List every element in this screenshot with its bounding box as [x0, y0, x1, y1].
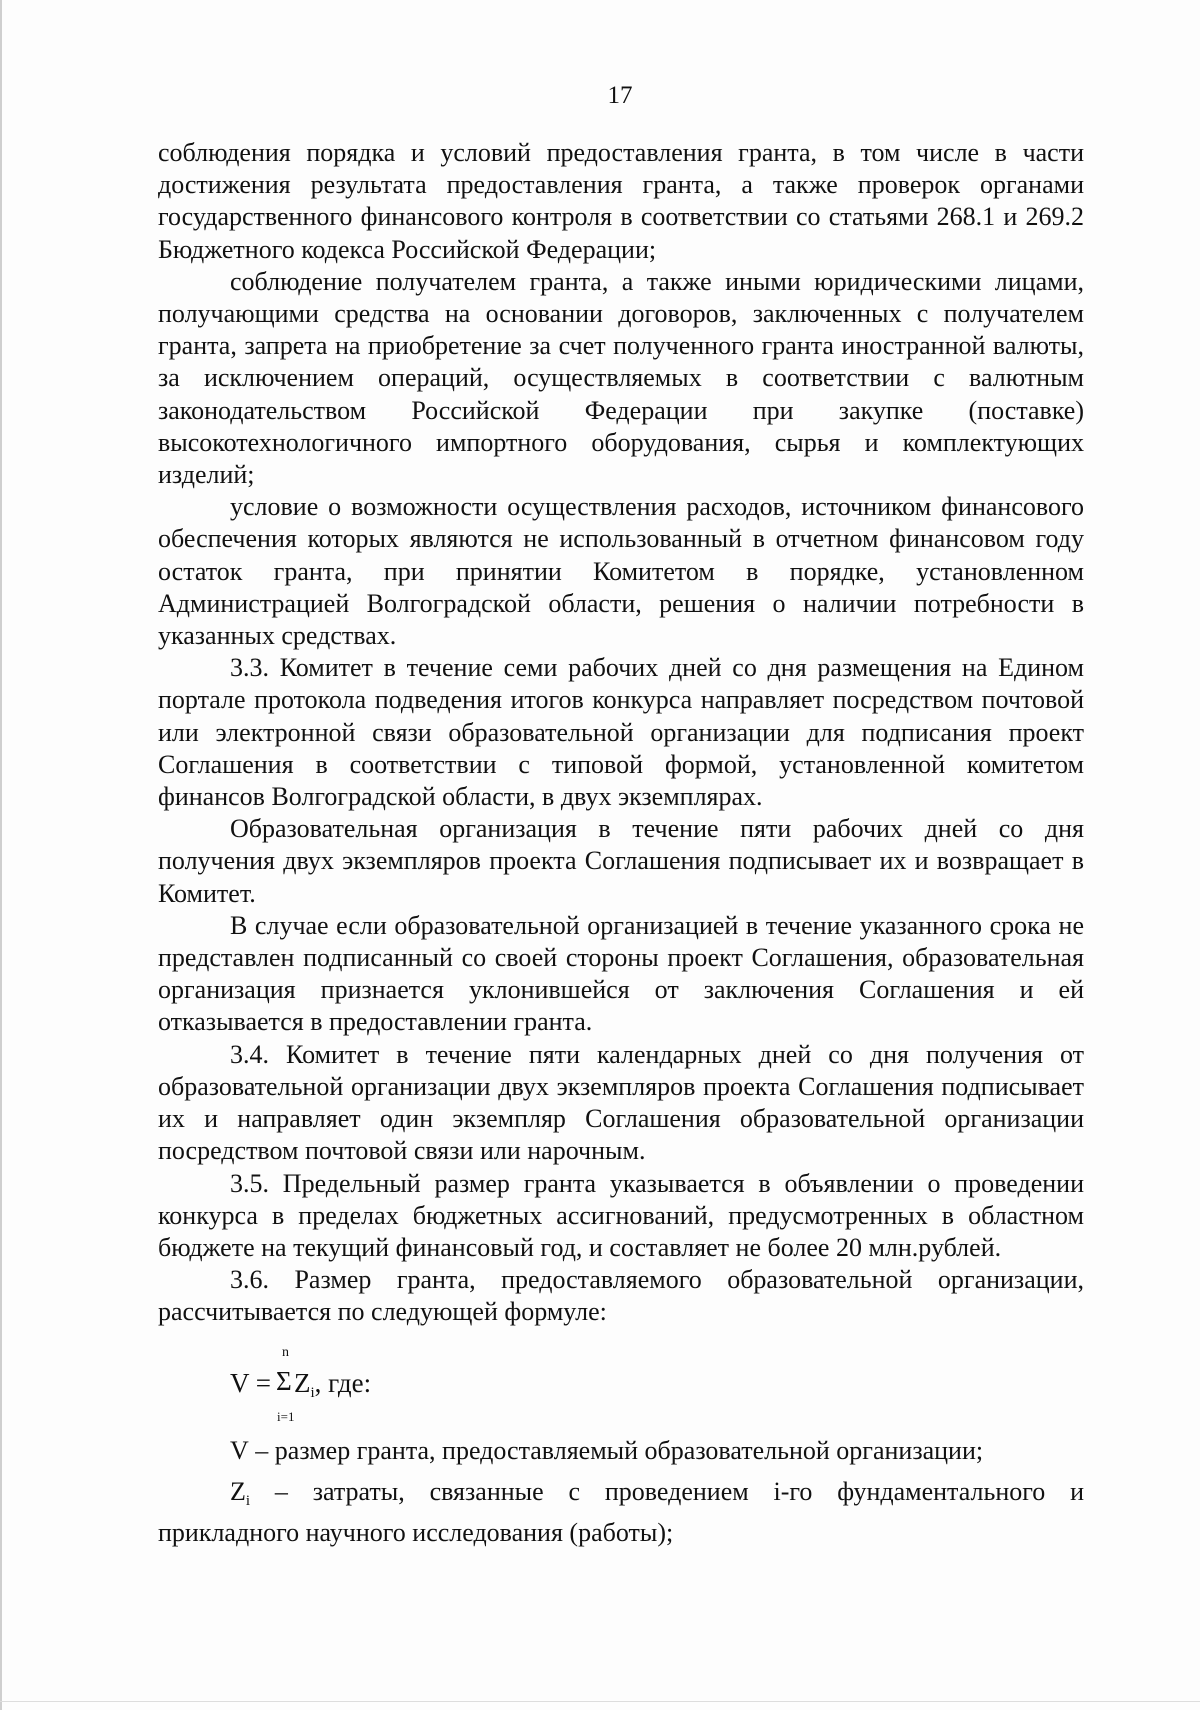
definition-text: – затраты, связанные с проведением i-го фундаментального и прикладного научного исследования (работы);: [158, 1476, 1084, 1547]
definition-text: – размер гранта, предоставляемый образовательной организации;: [248, 1435, 984, 1465]
document-body: [158, 137, 1084, 1549]
page-bottom-edge: [0, 1701, 1200, 1710]
formula-term-symbol: Z: [294, 1367, 311, 1398]
paragraph: условие о возможности осуществления расходов, источником финансового обеспечения которых являются не использованный в отчетном финансовом году остаток гранта, при принятии Комитетом в порядке, установленном Администрацией Волгоградской области, решения о наличии потребности в указанных средствах.: [158, 492, 1084, 651]
formula-term: [294, 1367, 371, 1409]
formula-sum-lower: i=1: [277, 1408, 295, 1424]
page-number: 17: [607, 82, 633, 109]
paragraph-3-3: 3.3. Комитет в течение семи рабочих дней со дня размещения на Едином портале протокола подведения итогов конкурса направляет посредством почтовой или электронной связи образовательной организации для подписания проект Соглашения в соответствии с типовой формой, установленной комитетом финансов Волгоградской области, в двух экземплярах.: [158, 653, 1084, 812]
formula-suffix: , где:: [314, 1367, 372, 1398]
paragraph-3-4: 3.4. Комитет в течение пяти календарных дней со дня получения от образовательной организации двух экземпляров проекта Соглашения подписывает их и направляет один экземпляр Соглашения образовательной организации посредством почтовой связи или нарочным.: [158, 1039, 1084, 1166]
paragraph: Образовательная организация в течение пяти рабочих дней со дня получения двух экземпляров проекта Соглашения подписывает их и возвращает в Комитет.: [158, 814, 1084, 908]
definition-symbol: V: [230, 1435, 249, 1465]
scan-edge: [0, 0, 2, 1710]
definition-symbol: Z: [230, 1476, 246, 1506]
paragraph: соблюдение получателем гранта, а также иными юридическими лицами, получающими средства на основании договоров, заключенных с получателем гранта, запрета на приобретение за счет полученного гранта иностранной валюты, за исключением операций, осуществляемых в соответствии с валютным законодательством Российской Федерации при закупке (поставке) высокотехнологичного импортного оборудования, сырья и комплектующих изделий;: [158, 266, 1084, 490]
formula-lhs: V =: [230, 1367, 271, 1398]
definition-symbol-subscript: i: [245, 1492, 251, 1509]
grant-formula: [230, 1329, 1084, 1435]
paragraph-continuation: соблюдения порядка и условий предоставления гранта, в том числе в части достижения результата предоставления гранта, а также проверок органами государственного финансового контроля в соответствии со статьями 268.1 и 269.2 Бюджетного кодекса Российской Федерации;: [158, 138, 1084, 264]
paragraph: В случае если образовательной организацией в течение указанного срока не представлен подписанный со своей стороны проект Соглашения, образовательная организация признается уклонившейся от заключения Соглашения и ей отказывается в предоставлении гранта.: [158, 910, 1084, 1037]
paragraph-3-6: 3.6. Размер гранта, предоставляемого образовательной организации, рассчитывается по следующей формуле:: [158, 1265, 1084, 1327]
definition-v: [158, 1435, 1084, 1476]
definition-zi: [158, 1476, 1084, 1549]
formula-sum-symbol: Σ: [276, 1365, 292, 1396]
formula-term-subscript: i: [310, 1384, 315, 1401]
paragraph-3-5: 3.5. Предельный размер гранта указывается в объявлении о проведении конкурса в пределах бюджетных ассигнований, предусмотренных в областном бюджете на текущий финансовый год, и составляет не более 20 млн.рублей.: [158, 1168, 1084, 1262]
formula-sum-upper: n: [282, 1344, 289, 1360]
